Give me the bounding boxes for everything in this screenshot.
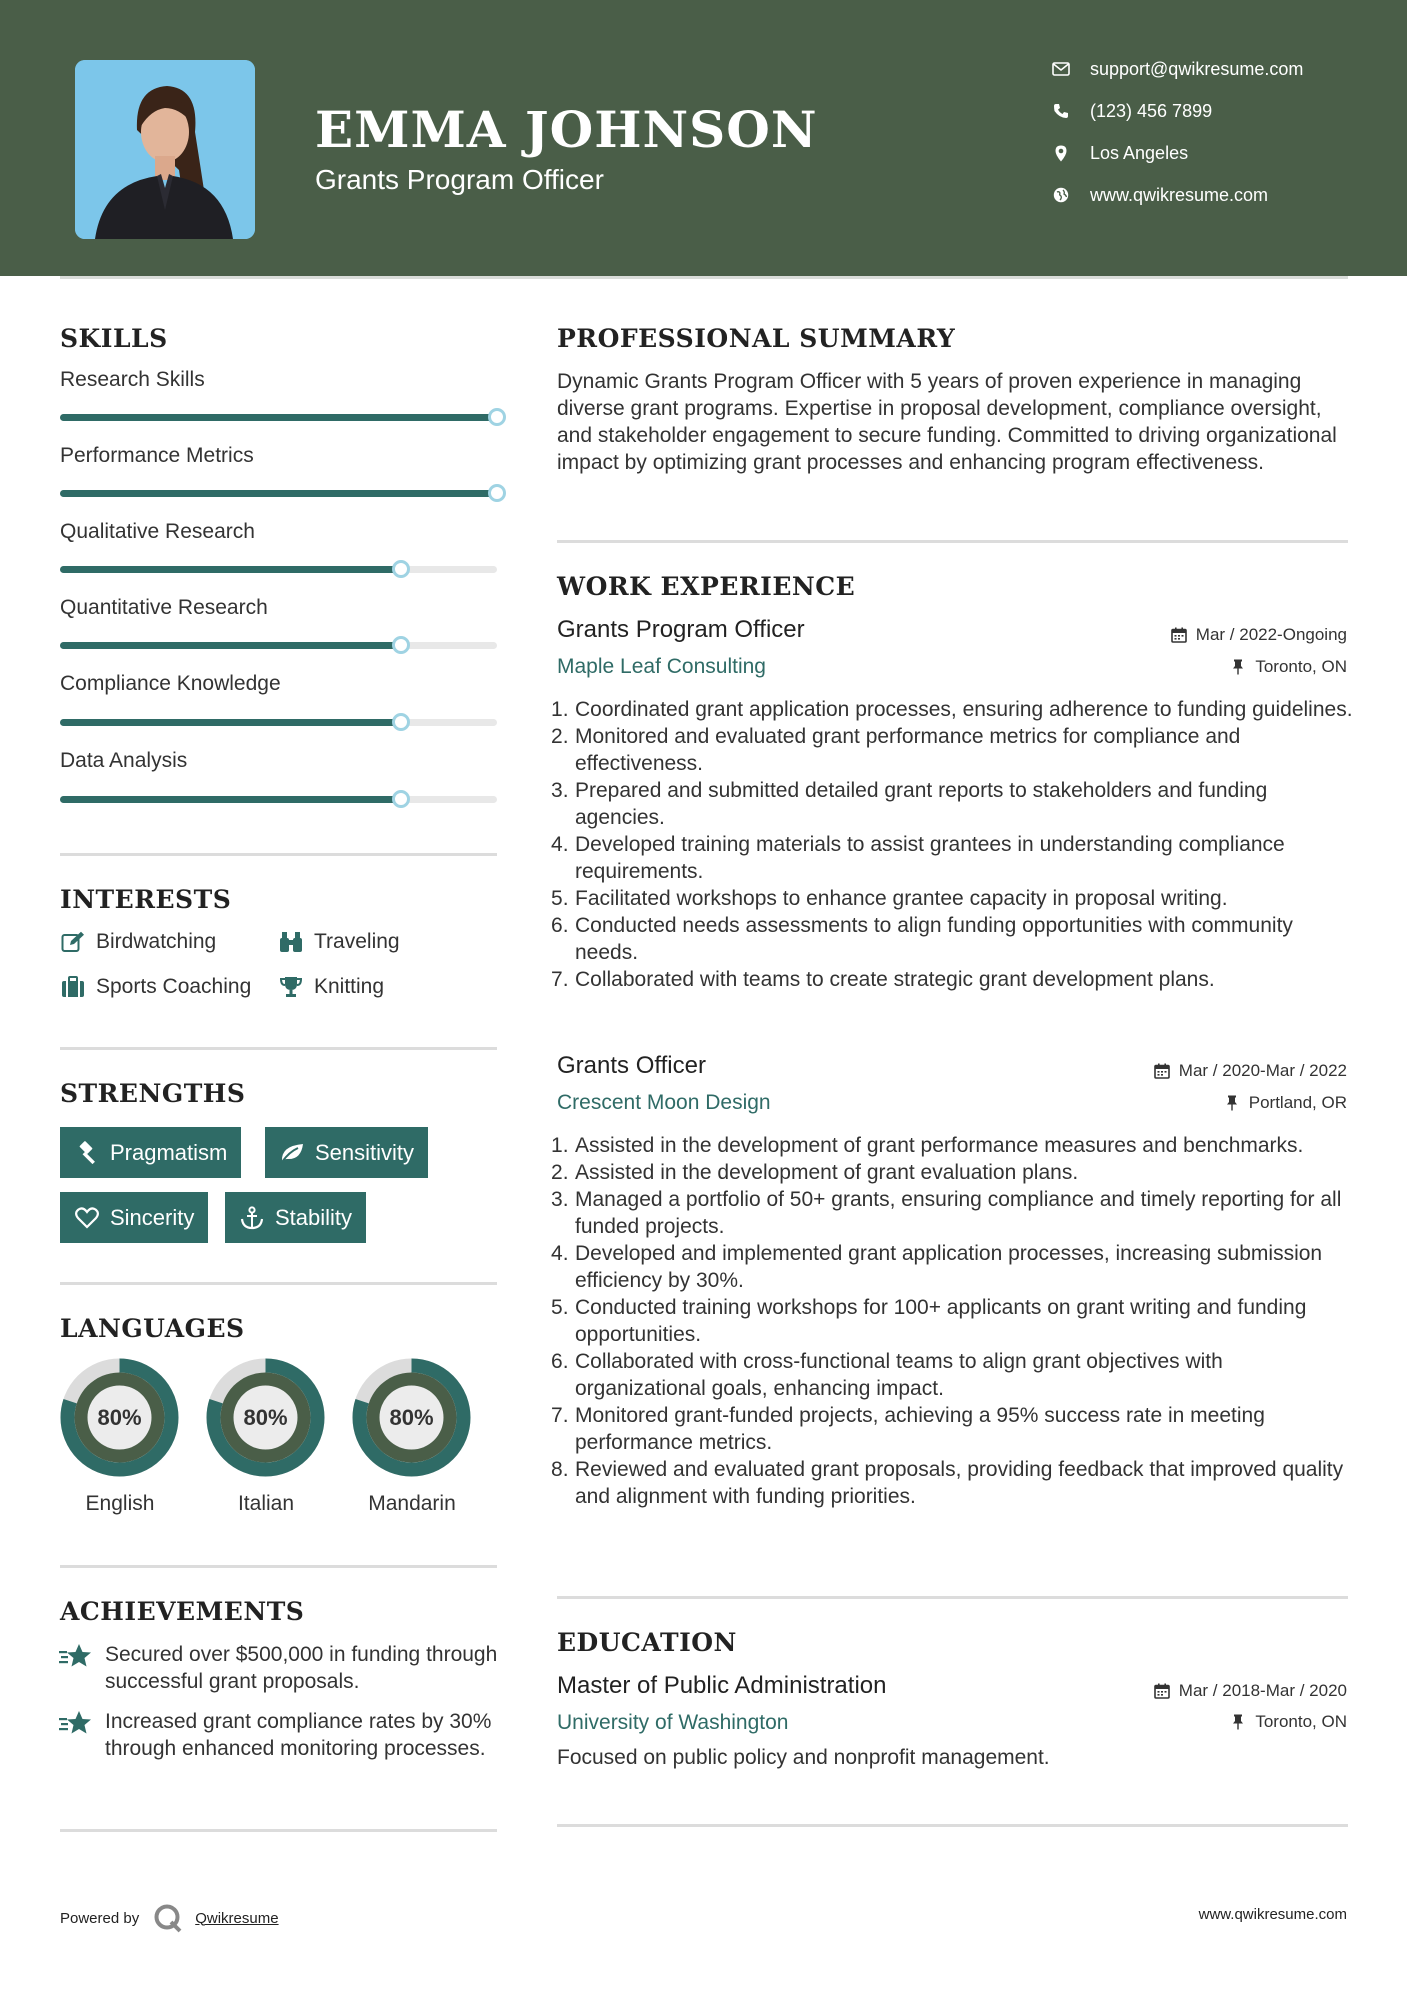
skill-bar-fill <box>60 642 401 649</box>
pushpin-icon <box>1229 658 1247 676</box>
phone-icon <box>1050 100 1072 122</box>
interest-item <box>60 974 251 1000</box>
section-divider <box>60 1829 497 1832</box>
powered-by-text: Powered by <box>60 1909 140 1927</box>
contact-email[interactable] <box>1050 57 1303 81</box>
duty-item: Facilitated workshops to enhance grantee capacity in proposal writing. <box>575 887 1228 910</box>
strength-tag <box>60 1127 241 1178</box>
strength-tag <box>225 1192 366 1243</box>
job-location-text: Portland, OR <box>1248 1093 1347 1112</box>
education-location-text: Toronto, ON <box>1255 1712 1347 1731</box>
section-divider <box>557 540 1348 543</box>
section-divider <box>60 853 497 856</box>
contact-location-text: Los Angeles <box>1090 142 1189 163</box>
job-dates <box>1153 1061 1347 1081</box>
language-ring <box>351 1357 472 1478</box>
skill-level-knob <box>392 790 410 808</box>
achievement-text: Secured over $500,000 in funding through successful grant proposals. <box>105 1643 498 1693</box>
skill-bar-fill <box>60 566 401 573</box>
strength-label: Pragmatism <box>110 1139 228 1165</box>
language-percent: 80% <box>97 1405 142 1430</box>
skill-level-knob <box>488 408 506 426</box>
strengths-heading: STRENGTHS <box>60 1079 246 1108</box>
section-divider <box>557 1596 1348 1599</box>
trophy-icon <box>278 974 304 1000</box>
job-title: Grants Officer <box>557 1052 706 1079</box>
language-name: Italian <box>237 1492 295 1515</box>
skill-label: Compliance Knowledge <box>60 672 281 695</box>
interest-item <box>278 929 400 955</box>
section-divider <box>60 1282 497 1285</box>
language-percent: 80% <box>389 1405 434 1430</box>
duty-item: Collaborated with cross-functional teams to align grant objectives with organizational goals, enhancing impact. <box>575 1350 1223 1400</box>
star-badge-icon <box>58 1709 94 1739</box>
company-name: Maple Leaf Consulting <box>557 655 766 678</box>
briefcase-icon <box>60 974 86 1000</box>
section-divider <box>60 1047 497 1050</box>
skill-level-knob <box>392 636 410 654</box>
heart-icon <box>74 1205 100 1231</box>
anchor-icon <box>239 1205 265 1231</box>
header-divider <box>60 276 1348 279</box>
contact-website[interactable] <box>1050 183 1268 207</box>
language-ring <box>59 1357 180 1478</box>
skill-bar-fill <box>60 719 401 726</box>
candidate-name: EMMA JOHNSON <box>315 100 818 159</box>
star-badge-icon <box>58 1642 94 1672</box>
duty-item: Developed and implemented grant application processes, increasing submission efficiency by 30%. <box>575 1242 1323 1292</box>
job-title: Grants Program Officer <box>557 616 805 643</box>
skill-bar-fill <box>60 490 497 497</box>
calendar-icon <box>1153 1062 1171 1080</box>
interest-label: Traveling <box>314 930 400 953</box>
job-duties-list <box>575 1132 1355 1510</box>
skill-bar-fill <box>60 796 401 803</box>
duty-item: Developed training materials to assist grantees in understanding compliance requirements. <box>575 833 1285 883</box>
duty-item: Conducted training workshops for 100+ applicants on grant writing and funding opportunities. <box>575 1296 1307 1346</box>
skill-level-knob <box>392 560 410 578</box>
skill-level-knob <box>488 484 506 502</box>
strength-tag <box>60 1192 208 1243</box>
footer-website[interactable]: www.qwikresume.com <box>1198 1906 1347 1923</box>
envelope-icon <box>1050 58 1072 80</box>
interest-label: Knitting <box>314 975 385 998</box>
globe-icon <box>1050 184 1072 206</box>
interest-label: Sports Coaching <box>96 975 252 998</box>
achievement-text: Increased grant compliance rates by 30% through enhanced monitoring processes. <box>105 1710 492 1760</box>
contact-location <box>1050 141 1188 165</box>
strength-label: Sincerity <box>110 1204 195 1230</box>
pushpin-icon <box>1223 1094 1241 1112</box>
education-heading: EDUCATION <box>557 1628 737 1657</box>
contact-website-text: www.qwikresume.com <box>1090 184 1269 205</box>
interest-item <box>60 929 216 955</box>
degree-title: Master of Public Administration <box>557 1672 887 1699</box>
duty-item: Reviewed and evaluated grant proposals, providing feedback that improved quality and alignment with funding priorities. <box>575 1458 1344 1508</box>
job-dates <box>1170 625 1347 645</box>
contact-phone[interactable] <box>1050 99 1212 123</box>
skill-label: Quantitative Research <box>60 596 268 619</box>
resume-header <box>0 0 1407 276</box>
summary-heading: PROFESSIONAL SUMMARY <box>557 324 956 353</box>
language-name: English <box>85 1492 155 1515</box>
skill-level-knob <box>392 713 410 731</box>
leaf-icon <box>279 1140 305 1166</box>
education-location <box>1229 1712 1347 1732</box>
interests-heading: INTERESTS <box>60 885 232 914</box>
education-dates-text: Mar / 2018-Mar / 2020 <box>1178 1681 1347 1700</box>
language-name: Mandarin <box>368 1492 456 1515</box>
languages-heading: LANGUAGES <box>60 1314 245 1343</box>
job-duties-list <box>575 696 1355 993</box>
job-dates-text: Mar / 2022-Ongoing <box>1195 625 1347 644</box>
language-percent: 80% <box>243 1405 288 1430</box>
duty-item: Coordinated grant application processes, ensuring adherence to funding guidelines. <box>575 698 1353 721</box>
calendar-icon <box>1153 1682 1171 1700</box>
duty-item: Conducted needs assessments to align funding opportunities with community needs. <box>575 914 1293 964</box>
binoculars-icon <box>278 929 304 955</box>
job-location <box>1229 657 1347 677</box>
contact-phone-text: (123) 456 7899 <box>1090 100 1213 121</box>
summary-text: Dynamic Grants Program Officer with 5 years of proven experience in managing diverse grant programs. Expertise in proposal development, compliance oversight, and stakeholder engagement to secure funding. Committed to driving organizational impact by optimizing grant processes and enhancing program effectiveness. <box>557 370 1337 474</box>
job-location-text: Toronto, ON <box>1255 657 1347 676</box>
skills-heading: SKILLS <box>60 324 168 353</box>
duty-item: Managed a portfolio of 50+ grants, ensuring compliance and timely reporting for all funded projects. <box>575 1188 1342 1238</box>
contact-email-text: support@qwikresume.com <box>1090 58 1304 79</box>
job-dates-text: Mar / 2020-Mar / 2022 <box>1178 1061 1347 1080</box>
qwikresume-logo-icon <box>153 1903 183 1933</box>
duty-item: Assisted in the development of grant performance measures and benchmarks. <box>575 1134 1304 1157</box>
education-dates <box>1153 1681 1347 1701</box>
achievements-heading: ACHIEVEMENTS <box>60 1597 305 1626</box>
profile-photo <box>75 60 255 239</box>
experience-heading: WORK EXPERIENCE <box>557 572 856 601</box>
language-ring <box>205 1357 326 1478</box>
interest-item <box>278 974 384 1000</box>
strength-label: Sensitivity <box>315 1139 415 1165</box>
gavel-icon <box>74 1140 100 1166</box>
skill-label: Research Skills <box>60 368 205 391</box>
education-description: Focused on public policy and nonprofit management. <box>557 1746 1050 1769</box>
candidate-title: Grants Program Officer <box>315 164 604 195</box>
qwikresume-link[interactable]: Qwikresume <box>195 1909 279 1927</box>
skill-label: Data Analysis <box>60 749 188 772</box>
section-divider <box>60 1565 497 1568</box>
duty-item: Prepared and submitted detailed grant reports to stakeholders and funding agencies. <box>575 779 1268 829</box>
pencil-square-icon <box>60 929 86 955</box>
skill-bar-fill <box>60 414 497 421</box>
strength-tag <box>265 1127 428 1178</box>
map-pin-icon <box>1050 142 1072 164</box>
duty-item: Assisted in the development of grant evaluation plans. <box>575 1161 1079 1184</box>
skill-label: Performance Metrics <box>60 444 254 467</box>
interest-label: Birdwatching <box>96 930 217 953</box>
duty-item: Collaborated with teams to create strategic grant development plans. <box>575 968 1215 991</box>
skill-label: Qualitative Research <box>60 520 255 543</box>
duty-item: Monitored grant-funded projects, achieving a 95% success rate in meeting performance metrics. <box>575 1404 1265 1454</box>
company-name: Crescent Moon Design <box>557 1091 771 1114</box>
strength-label: Stability <box>275 1204 353 1230</box>
job-location <box>1223 1093 1347 1113</box>
section-divider <box>557 1824 1348 1827</box>
footer-powered-by <box>60 1903 279 1933</box>
calendar-icon <box>1170 626 1188 644</box>
duty-item: Monitored and evaluated grant performance metrics for compliance and effectiveness. <box>575 725 1241 775</box>
pushpin-icon <box>1229 1713 1247 1731</box>
school-name: University of Washington <box>557 1711 789 1734</box>
